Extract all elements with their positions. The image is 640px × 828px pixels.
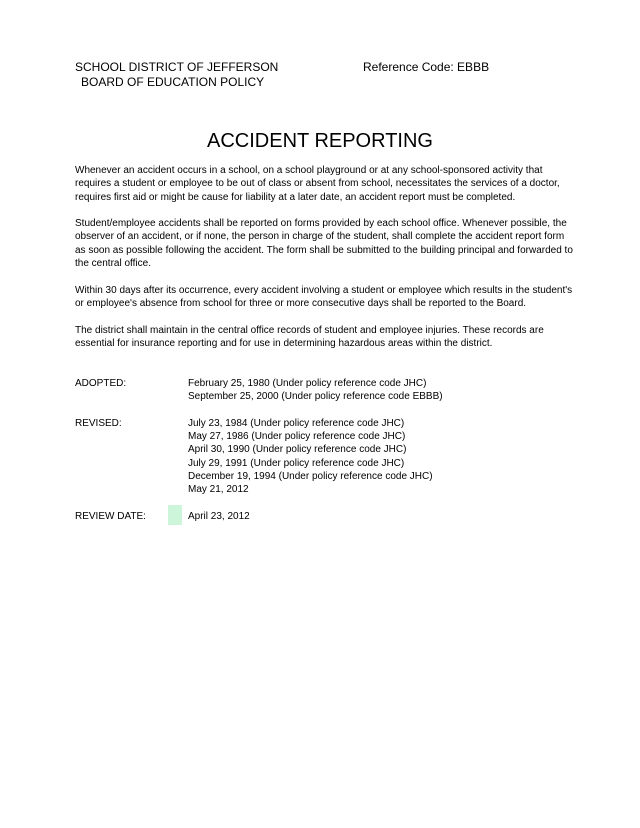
document-header-left [75,60,278,90]
revised-row [75,417,575,497]
paragraph: Within 30 days after its occurrence, every accident involving a student or employee which results in the student's or employee's absence from school for three or more consecutive days shall be reported to the Board. [75,284,573,309]
revised-date: May 27, 1986 (Under policy reference code JHC) [188,431,406,443]
review-row [75,510,575,523]
district-name: SCHOOL DISTRICT OF JEFFERSON [75,60,279,74]
adopted-label: ADOPTED: [75,378,127,389]
revised-label: REVISED: [75,417,122,429]
revised-values [188,417,575,497]
reference-code: Reference Code: EBBB [363,60,490,74]
adopted-row [75,377,575,404]
revised-date: December 19, 1994 (Under policy reference code JHC) [188,471,433,483]
review-values [188,510,575,523]
policy-history [75,377,575,537]
page-title: ACCIDENT REPORTING [207,130,433,152]
review-label: REVIEW DATE: [75,510,146,522]
board-policy-label: BOARD OF EDUCATION POLICY [81,75,265,89]
revised-date: April 30, 1990 (Under policy reference code JHC) [188,444,407,456]
adopted-date: February 25, 1980 (Under policy reference code JHC) [188,378,427,389]
revised-date: July 29, 1991 (Under policy reference code JHC) [188,457,405,469]
revised-date: May 21, 2012 [188,484,249,496]
revised-date: July 23, 1984 (Under policy reference code JHC) [188,417,405,429]
adopted-values [188,377,575,404]
paragraph: The district shall maintain in the central office records of student and employee injuries. These records are essential for insurance reporting and for use in determining hazardous areas within the district. [75,324,544,349]
review-date: April 23, 2012 [188,510,250,522]
paragraph: Student/employee accidents shall be reported on forms provided by each school office. Whenever possible, the observer of an accident, or if none, the person in charge of the student, shall complete the accident report form as soon as possible following the accident. The form shall be submitted to the building principal and forwarded to the central office. [75,218,573,270]
review-highlight-marker [168,505,182,525]
policy-body [75,164,575,363]
adopted-date: September 25, 2000 (Under policy reference code EBBB) [188,391,443,403]
paragraph: Whenever an accident occurs in a school, on a school playground or at any school-sponsored activity that requires a student or employee to be out of class or absent from school, necessitates the services of a doctor, requires first aid or might be cause for liability at a later date, an accident report must be completed. [75,165,560,203]
